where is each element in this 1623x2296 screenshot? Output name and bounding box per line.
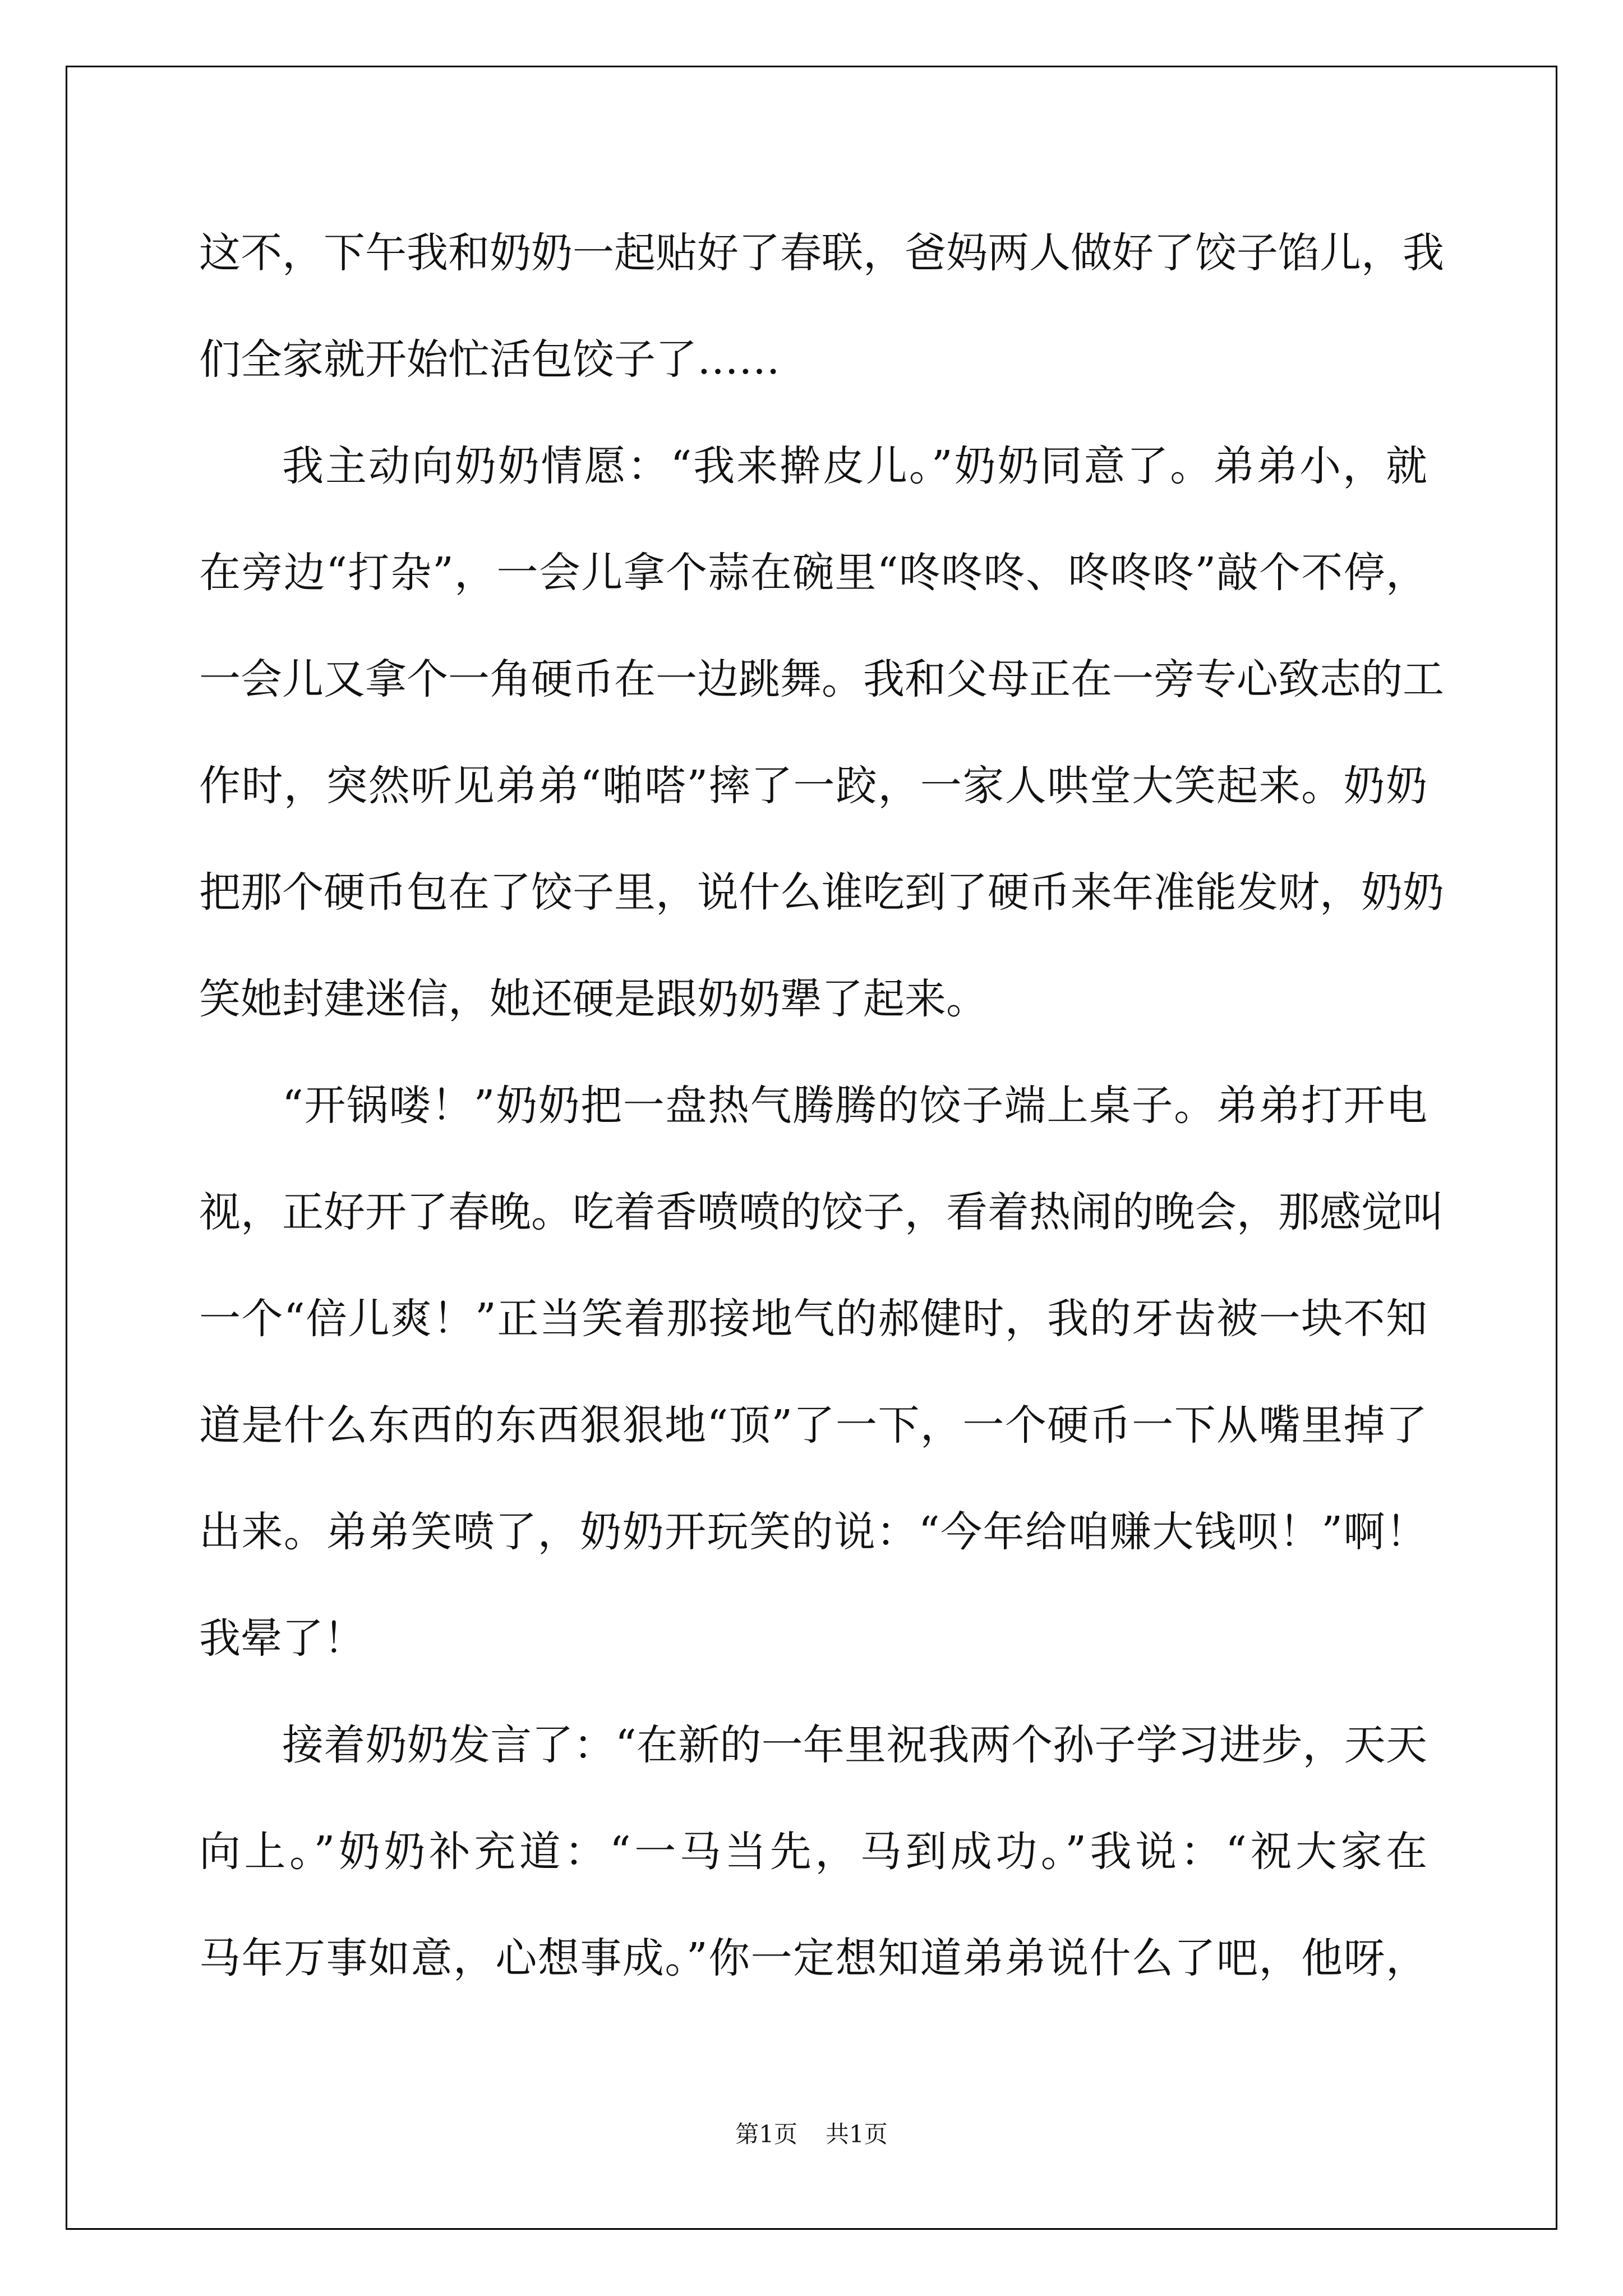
text-line: 视，正好开了春晚。吃着香喷喷的饺子，看着热闹的晚会，那感觉叫 xyxy=(199,1188,1444,1236)
page-footer xyxy=(0,2118,1623,2151)
text-line: 一会儿又拿个一角硬币在一边跳舞。我和父母正在一旁专心致志的工 xyxy=(199,655,1444,703)
text-line: 这不，下午我和奶奶一起贴好了春联，爸妈两人做好了饺子馅儿，我 xyxy=(199,229,1444,277)
text-line: “开锅喽！”奶奶把一盘热气腾腾的饺子端上桌子。弟弟打开电 xyxy=(282,1082,1427,1130)
text-line: 马年万事如意，心想事成。”你一定想知道弟弟说什么了吧，他呀， xyxy=(199,1934,1427,1982)
text-line: 出来。弟弟笑喷了，奶奶开玩笑的说：“今年给咱赚大钱呗！”啊！ xyxy=(199,1508,1427,1556)
document-body xyxy=(199,200,1444,2012)
text-line: 我主动向奶奶情愿：“我来擀皮儿。”奶奶同意了。弟弟小，就 xyxy=(282,442,1427,490)
text-line: 道是什么东西的东西狠狠地“顶”了一下，一个硬币一下从嘴里掉了 xyxy=(199,1401,1427,1450)
text-line: 作时，突然听见弟弟“啪嗒”摔了一跤，一家人哄堂大笑起来。奶奶 xyxy=(199,762,1427,810)
page-number: 第1页 xyxy=(735,2120,797,2148)
text-line: 们全家就开始忙活包饺子了…… xyxy=(199,335,780,384)
text-line: 接着奶奶发言了：“在新的一年里祝我两个孙子学习进步，天天 xyxy=(282,1721,1427,1769)
text-line: 笑她封建迷信，她还硬是跟奶奶犟了起来。 xyxy=(199,975,988,1023)
text-line: 在旁边“打杂”，一会儿拿个蒜在碗里“咚咚咚、咚咚咚”敲个不停， xyxy=(199,549,1427,597)
text-line: 一个“倍儿爽！”正当笑着那接地气的郝健时，我的牙齿被一块不知 xyxy=(199,1295,1427,1343)
text-line: 向上。”奶奶补充道：“一马当先，马到成功。”我说：“祝大家在 xyxy=(199,1828,1427,1876)
page-total: 共1页 xyxy=(826,2120,888,2148)
text-line: 把那个硬币包在了饺子里，说什么谁吃到了硬币来年准能发财，奶奶 xyxy=(199,868,1444,917)
text-line: 我晕了！ xyxy=(199,1614,365,1663)
